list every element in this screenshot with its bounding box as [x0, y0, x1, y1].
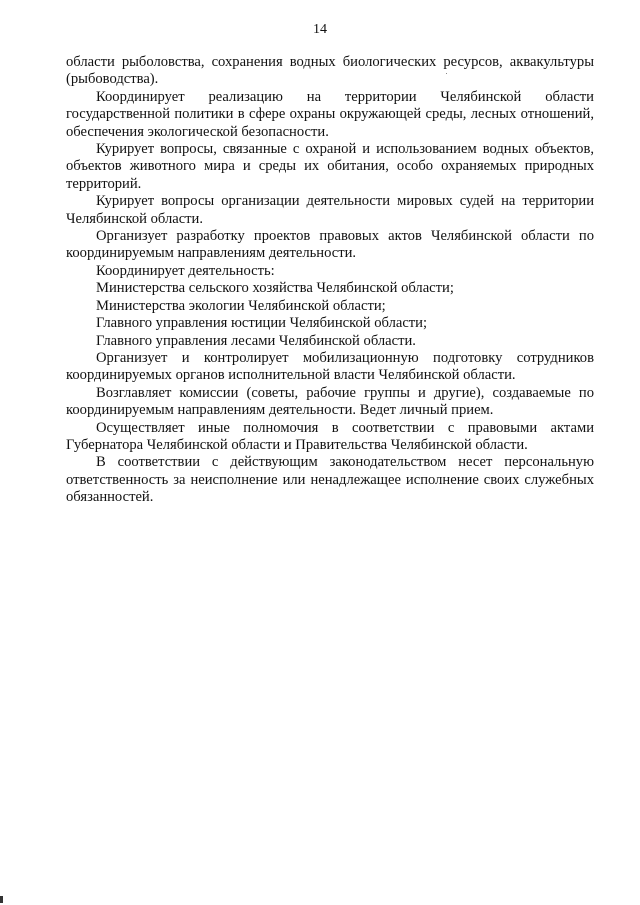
paragraph-legal-acts: Организует разработку проектов правовых актов Челябинской области по координируемым направлениям деятельности.	[66, 228, 594, 262]
list-item-forestry-directorate: Главного управления лесами Челябинской области.	[96, 332, 416, 349]
document-body	[66, 54, 594, 507]
paragraph-water-wildlife: Курирует вопросы, связанные с охраной и использованием водных объектов, объектов животного мира и среды их обитания, особо охраняемых природных территорий.	[66, 141, 594, 192]
scan-speck	[446, 73, 447, 74]
paragraph-coordinates-activity: Координирует деятельность:	[96, 262, 275, 279]
list-item-justice-directorate: Главного управления юстиции Челябинской области;	[96, 315, 428, 332]
page-number: 14	[313, 22, 327, 37]
scan-edge-mark	[0, 896, 3, 903]
paragraph-fishery-continuation: области рыболовства, сохранения водных биологических ресурсов, аквакультуры (рыбоводства).	[66, 54, 594, 88]
paragraph-commissions: Возглавляет комиссии (советы, рабочие группы и другие), создаваемые по координируемым направлениям деятельности. Ведет личный прием.	[66, 384, 594, 419]
list-item-ministry-ecology: Министерства экологии Челябинской области;	[96, 297, 386, 314]
paragraph-other-powers: Осуществляет иные полномочия в соответствии с правовыми актами Губернатора Челябинской области и Правительства Челябинской области.	[66, 419, 594, 453]
paragraph-justices-of-peace: Курирует вопросы организации деятельности мировых судей на территории Челябинской области.	[66, 193, 594, 227]
list-item-ministry-agriculture: Министерства сельского хозяйства Челябинской области;	[96, 280, 454, 297]
paragraph-environmental-policy: Координирует реализацию на территории Челябинской области государственной политики в сфере охраны окружающей среды, лесных отношений, обеспечения экологической безопасности.	[66, 88, 594, 140]
paragraph-responsibility: В соответствии с действующим законодательством несет персональную ответственность за неисполнение или ненадлежащее исполнение своих служебных обязанностей.	[66, 454, 594, 506]
paragraph-mobilization: Организует и контролирует мобилизационную подготовку сотрудников координируемых органов исполнительной власти Челябинской области.	[66, 349, 594, 384]
